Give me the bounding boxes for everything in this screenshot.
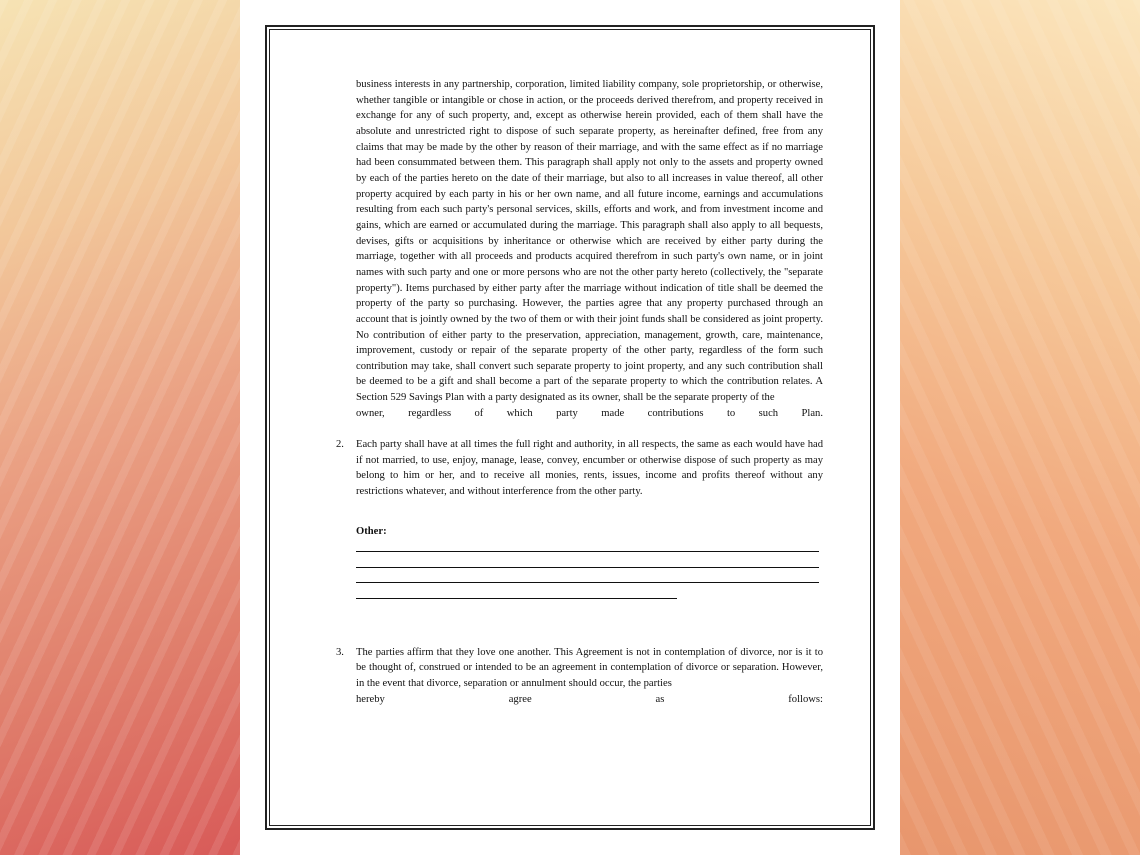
- separate-property-paragraph: business interests in any partnership, corporation, limited liability company, sole proprietorship, or otherwise, whether tangible or intangible or chose in action, or the proceeds derived therefrom, and property received in exchange for any of such property, and, except as otherwise herein provided, each of them shall have the absolute and unrestricted right to dispose of such separate property, as hereinafter defined, free from any claims that may be made by the other by reason of their marriage, and with the same effect as if no marriage had been consummated between them. This paragraph shall apply not only to the assets and property owned by each of the parties hereto on the date of their marriage, but also to all increases in value thereof, all other property acquired by each party in his or her own name, and all future income, earnings and accumulations resulting from each such party's personal services, skills, efforts and work, and from investment income and gains, which are earned or accumulated during the marriage. This paragraph shall also apply to all bequests, devises, gifts or acquisitions by inheritance or otherwise which are received by either party during the marriage, together with all proceeds and products acquired therefrom in such party's own name, or in joint names with such party and one or more persons who are not the other party hereto (collectively, the "separate property"). Items purchased by either party after the marriage without indication of title shall be deemed the property of the party so purchasing. However, the parties agree that any property purchased through an account that is jointly owned by the two of them or with their joint funds shall be considered as joint property. No contribution of either party to the preservation, appreciation, management, growth, care, maintenance, improvement, custody or repair of the separate property of the other party, regardless of the form such contribution may take, shall convert such separate property to joint property, and any such contribution shall be deemed to be a gift and shall become a part of the separate property to which the contribution relates. A Section 529 Savings Plan with a party designated as its owner, shall be the separate property of the: [356, 79, 823, 404]
- last-word: agree: [508, 693, 532, 705]
- last-word: of: [474, 407, 484, 419]
- last-word: which: [506, 407, 533, 419]
- last-word: to: [726, 407, 736, 419]
- last-word: hereby: [356, 693, 385, 705]
- last-word: regardless: [408, 407, 452, 419]
- other-blank-line[interactable]: [356, 555, 823, 571]
- clause-number: 2.: [336, 439, 344, 451]
- clause-3-last-line: [356, 692, 823, 708]
- background-right: [900, 0, 1140, 855]
- other-label: Other:: [356, 525, 387, 537]
- clause-3-text: The parties affirm that they love one another. This Agreement is not in contemplation of divorce, nor is it to be thought of, construed or intended to be an agreement in contemplation of divorce or separation. However, in the event that divorce, separation or annulment should occur, the parties: [356, 646, 823, 689]
- other-blank-line[interactable]: [356, 539, 823, 555]
- separate-property-last-line: [356, 406, 823, 422]
- other-blank-line[interactable]: [356, 571, 823, 587]
- other-blank-line[interactable]: [356, 586, 823, 602]
- document-page: [240, 0, 900, 855]
- last-word: such: [758, 407, 779, 419]
- last-word: as: [655, 693, 665, 705]
- clause-2: [336, 437, 823, 500]
- last-word: contributions: [647, 407, 704, 419]
- document-body: [336, 77, 823, 707]
- last-word: made: [601, 407, 625, 419]
- last-word: owner,: [356, 407, 385, 419]
- last-word: party: [556, 407, 578, 419]
- clause-number: 3.: [336, 646, 344, 658]
- last-word: Plan.: [801, 407, 823, 419]
- background-left: [0, 0, 240, 855]
- clause-3: [336, 645, 823, 692]
- clause-2-text: Each party shall have at all times the full right and authority, in all respects, the same as each would have had if not married, to use, enjoy, manage, lease, convey, encumber or otherwise dispose of such property as may belong to him or her, and to receive all monies, rents, issues, income and profits thereof without any restrictions whatever, and without interference from the other party.: [356, 439, 823, 497]
- last-word: follows:: [788, 693, 823, 705]
